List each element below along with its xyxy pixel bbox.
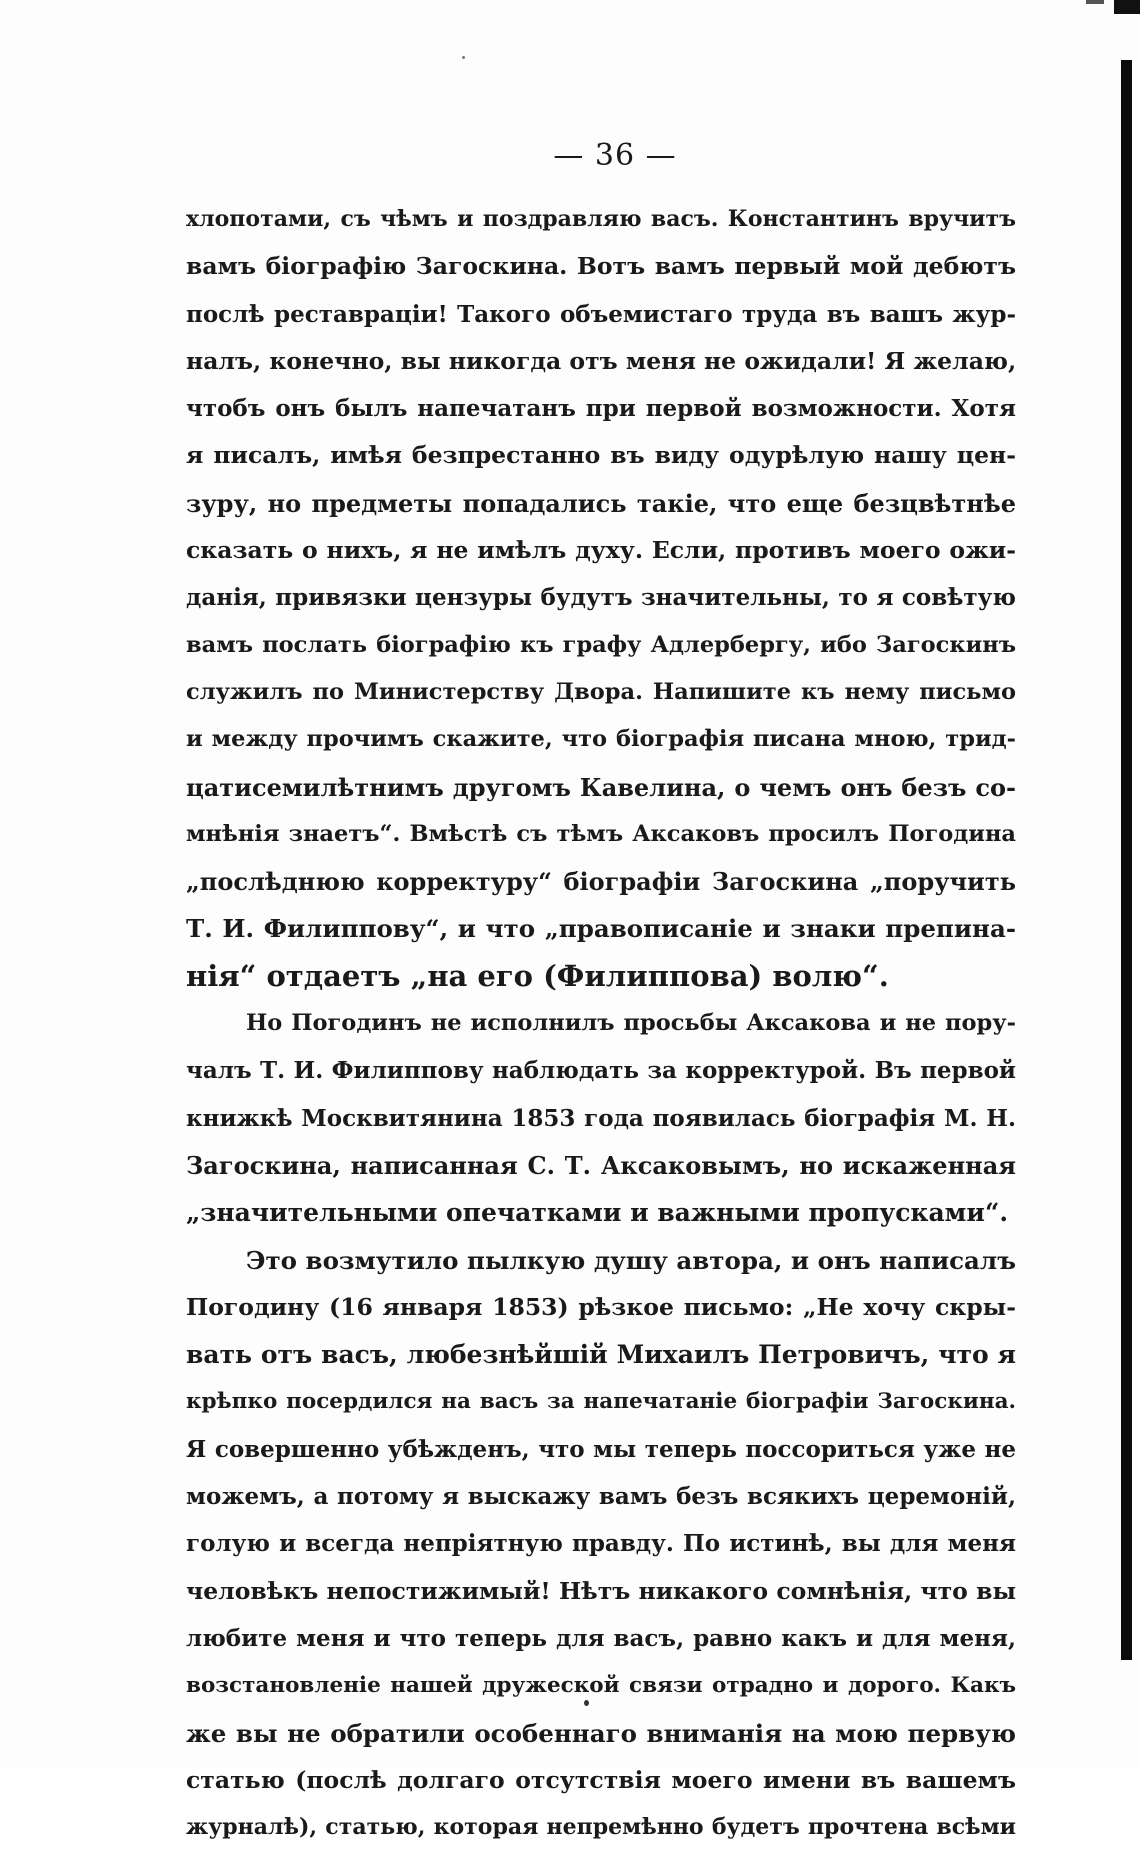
paragraph-last-line: нія“ отдаетъ „на его (Филиппова) волю“. bbox=[186, 958, 889, 993]
text-line: любите меня и что теперь для васъ, равно какъ и для меня, bbox=[186, 1624, 1016, 1652]
paragraph-last-line: „значительными опечатками и важными пропусками“. bbox=[186, 1198, 1009, 1228]
text-line: же вы не обратили особеннаго вниманія на мою первую bbox=[186, 1718, 1016, 1748]
paragraph-first-line: Но Погодинъ не исполнилъ просьбы Аксакова и не пору- bbox=[246, 1010, 1016, 1037]
text-line: крѣпко посердился на васъ за напечатаніе біографіи Загоскина. bbox=[186, 1389, 1016, 1415]
text-line: Я совершенно убѣжденъ, что мы теперь поссориться уже не bbox=[186, 1435, 1016, 1463]
text-line: чтобъ онъ былъ напечатанъ при первой возможности. Хотя bbox=[186, 395, 1016, 423]
text-line: налъ, конечно, вы никогда отъ меня не ожидали! Я желаю, bbox=[186, 346, 1016, 375]
text-line: возстановленіе нашей дружеской связи отрадно и дорого. Какъ bbox=[186, 1673, 1016, 1699]
page-corner-mark bbox=[1114, 0, 1140, 14]
text-line: и между прочимъ скажите, что біографія писана мною, трид- bbox=[186, 726, 1016, 753]
page-dot bbox=[584, 1700, 589, 1706]
text-line: вамъ біографію Загоскина. Вотъ вамъ первый мой дебютъ bbox=[186, 252, 1016, 281]
text-line: человѣкъ непостижимый! Нѣтъ никакого сомнѣнія, что вы bbox=[186, 1576, 1016, 1605]
text-line: Загоскина, написанная С. Т. Аксаковымъ, но искаженная bbox=[186, 1150, 1016, 1180]
text-line: вамъ послать біографію къ графу Адлербергу, ибо Загоскинъ bbox=[186, 631, 1016, 658]
text-line: мнѣнія знаетъ“. Вмѣстѣ съ тѣмъ Аксаковъ просилъ Погодина bbox=[186, 820, 1016, 847]
text-line: служилъ по Министерству Двора. Напишите къ нему письмо bbox=[186, 678, 1016, 705]
scan-speck bbox=[462, 56, 465, 59]
body-text bbox=[186, 196, 1016, 1851]
text-line: книжкѣ Москвитянина 1853 года появилась біографія М. Н. bbox=[186, 1104, 1016, 1132]
text-line: вать отъ васъ, любезнѣйшій Михаилъ Петровичъ, что я bbox=[186, 1340, 1016, 1370]
page-number: — 36 — bbox=[553, 138, 677, 173]
text-line: сказать о нихъ, я не имѣлъ духу. Если, противъ моего ожи- bbox=[186, 536, 1016, 565]
text-line: Погодину (16 января 1853) рѣзкое письмо: „Не хочу скры- bbox=[186, 1292, 1016, 1321]
text-line: статью (послѣ долгаго отсутствія моего имени въ вашемъ bbox=[186, 1765, 1016, 1794]
text-line: послѣ реставраціи! Такого объемистаго труда въ вашъ жур- bbox=[186, 300, 1016, 328]
text-line: цатисемилѣтнимъ другомъ Кавелина, о чемъ онъ безъ со- bbox=[186, 772, 1016, 802]
text-line: хлопотами, съ чѣмъ и поздравляю васъ. Константинъ вручитъ bbox=[186, 206, 1016, 232]
text-line: „послѣднюю корректуру“ біографіи Загоскина „поручить bbox=[186, 867, 1016, 897]
page-corner-tick bbox=[1086, 0, 1104, 4]
text-line: Т. И. Филиппову“, и что „правописаніе и знаки препина- bbox=[186, 914, 1016, 944]
text-line: я писалъ, имѣя безпрестанно въ виду одурѣлую нашу цен- bbox=[186, 441, 1016, 470]
text-line: чалъ Т. И. Филиппову наблюдать за корректурой. Въ первой bbox=[186, 1057, 1016, 1085]
text-line: зуру, но предметы попадались такіе, что еще безцвѣтнѣе bbox=[186, 488, 1016, 518]
page-edge-shadow bbox=[1121, 60, 1132, 1660]
text-line: голую и всегда непріятную правду. По истинѣ, вы для меня bbox=[186, 1530, 1016, 1558]
paragraph-first-line: Это возмутило пылкую душу автора, и онъ написалъ bbox=[246, 1245, 1016, 1275]
text-line: данія, привязки цензуры будутъ значительны, то я совѣтую bbox=[186, 584, 1016, 612]
text-line: журналѣ), статью, которая непремѣнно будетъ прочтена всѣми bbox=[186, 1814, 1016, 1841]
text-line: можемъ, а потому я выскажу вамъ безъ всякихъ церемоній, bbox=[186, 1483, 1016, 1511]
